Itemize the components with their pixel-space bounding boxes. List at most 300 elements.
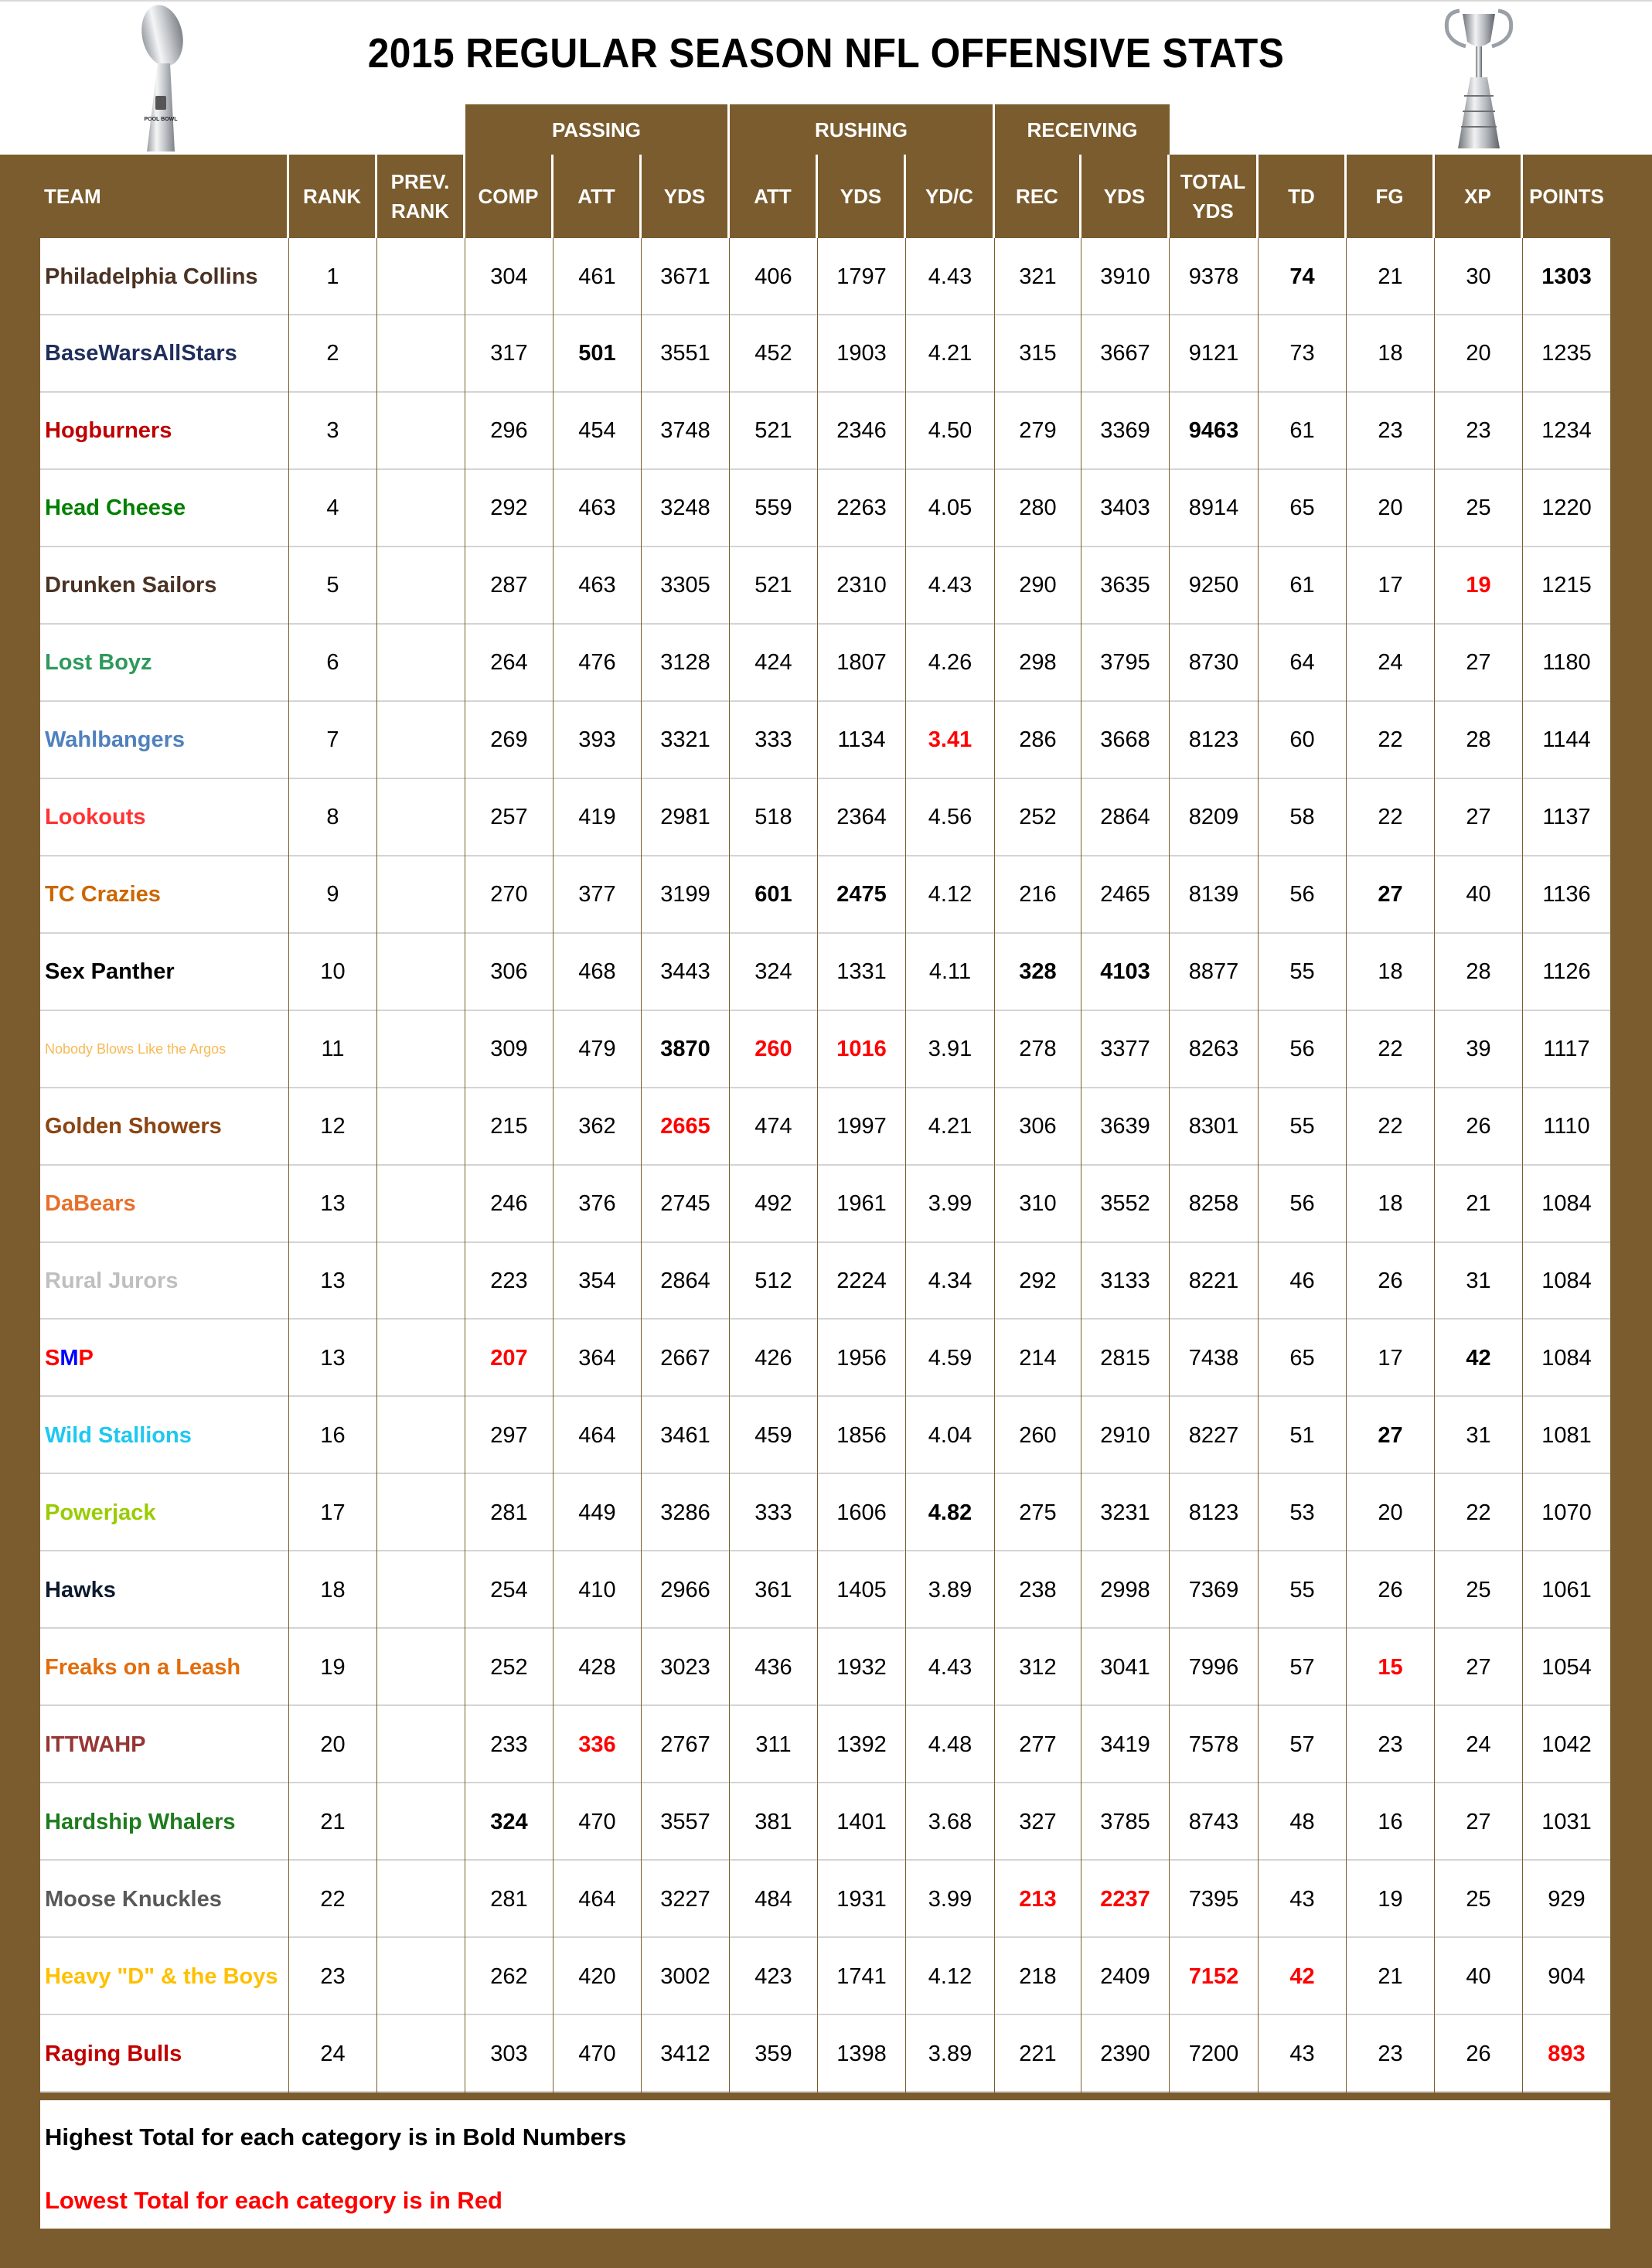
- stat-value: 257: [490, 805, 528, 830]
- stat-cell-total: [1170, 238, 1259, 315]
- stat-cell-recyds: [1081, 1166, 1170, 1243]
- stat-value: 1398: [836, 2041, 887, 2066]
- stat-value: 27: [1466, 805, 1491, 830]
- stat-cell-comp: [465, 702, 554, 779]
- stat-cell-att: [554, 856, 642, 934]
- stat-value: 26: [1466, 1114, 1491, 1139]
- table-row: [40, 779, 1610, 856]
- stat-cell-rank: [289, 1088, 377, 1166]
- team-name-letter: S: [45, 1345, 60, 1371]
- stat-cell-ydc: [906, 1166, 995, 1243]
- stat-value: 215: [490, 1114, 528, 1139]
- stat-cell-ydc: [906, 1783, 995, 1861]
- legend-bold-note: Highest Total for each category is in Bold Numbers: [45, 2123, 627, 2151]
- col-header-rush-yds: [818, 155, 906, 238]
- stat-cell-pyds: [642, 779, 730, 856]
- stat-cell-xp: [1435, 1166, 1523, 1243]
- stat-cell-points: [1523, 1629, 1610, 1706]
- stat-cell-total: [1170, 1320, 1259, 1397]
- stat-cell-ryds: [818, 470, 906, 547]
- stat-cell-ryds: [818, 1474, 906, 1551]
- stat-cell-fg: [1347, 1861, 1435, 1938]
- team-name: Nobody Blows Like the Argos: [45, 1041, 227, 1057]
- stat-value: 213: [1019, 1886, 1057, 1912]
- stat-value: 2864: [660, 1268, 710, 1293]
- team-name-cell: [40, 1088, 289, 1166]
- stat-value: 3133: [1100, 1268, 1150, 1293]
- stat-value: 8263: [1188, 1037, 1239, 1062]
- stat-cell-xp: [1435, 315, 1523, 393]
- stat-value: 286: [1019, 727, 1057, 753]
- stat-value: 1903: [836, 341, 887, 366]
- stat-cell-recyds: [1081, 1938, 1170, 2015]
- stat-cell-rank: [289, 625, 377, 702]
- stat-cell-points: [1523, 470, 1610, 547]
- stat-cell-ryds: [818, 1397, 906, 1474]
- table-row: [40, 1861, 1610, 1938]
- stat-cell-ratt: [730, 1861, 818, 1938]
- team-name-cell: [40, 1166, 289, 1243]
- team-name: Rural Jurors: [45, 1268, 179, 1293]
- stat-cell-pyds: [642, 1088, 730, 1166]
- stat-cell-comp: [465, 1783, 554, 1861]
- stat-value: 423: [754, 1963, 792, 1989]
- stat-cell-prev: [377, 547, 465, 625]
- stat-value: 3639: [1100, 1114, 1150, 1139]
- stat-cell-td: [1259, 1011, 1347, 1088]
- stat-cell-rank: [289, 1783, 377, 1861]
- stat-cell-rec: [995, 625, 1081, 702]
- stat-value: 1144: [1542, 727, 1591, 753]
- stat-cell-total: [1170, 1088, 1259, 1166]
- stat-cell-ryds: [818, 1861, 906, 1938]
- table-row: [40, 934, 1610, 1011]
- stat-cell-xp: [1435, 1938, 1523, 2015]
- stat-cell-ratt: [730, 1629, 818, 1706]
- stat-value: 8: [326, 805, 339, 830]
- stat-value: 8730: [1188, 650, 1239, 676]
- stat-cell-points: [1523, 547, 1610, 625]
- stat-value: 1856: [836, 1422, 887, 1448]
- stat-cell-td: [1259, 1242, 1347, 1320]
- stat-cell-ydc: [906, 1088, 995, 1166]
- stat-cell-ratt: [730, 1397, 818, 1474]
- stat-cell-pyds: [642, 547, 730, 625]
- stat-value: 252: [1019, 805, 1057, 830]
- stat-value: 9250: [1188, 573, 1239, 598]
- stat-value: 3748: [660, 418, 710, 444]
- stat-value: 2665: [660, 1114, 710, 1139]
- stat-cell-fg: [1347, 1011, 1435, 1088]
- stat-cell-pyds: [642, 856, 730, 934]
- stat-cell-total: [1170, 315, 1259, 393]
- stat-cell-rec: [995, 1861, 1081, 1938]
- stat-cell-total: [1170, 702, 1259, 779]
- stat-value: 521: [754, 418, 792, 444]
- stat-value: 3.99: [928, 1191, 972, 1217]
- stat-value: 303: [490, 2041, 528, 2066]
- table-row: [40, 393, 1610, 470]
- stat-cell-total: [1170, 1629, 1259, 1706]
- stat-value: 474: [754, 1114, 792, 1139]
- stat-cell-fg: [1347, 547, 1435, 625]
- stat-value: 3227: [660, 1886, 710, 1912]
- stat-cell-comp: [465, 1474, 554, 1551]
- stat-cell-fg: [1347, 625, 1435, 702]
- stat-cell-fg: [1347, 315, 1435, 393]
- team-name-cell: [40, 315, 289, 393]
- table-row: [40, 1551, 1610, 1629]
- stat-value: 7395: [1188, 1886, 1239, 1912]
- stat-cell-prev: [377, 2015, 465, 2093]
- stat-value: 3: [326, 418, 339, 444]
- col-header-team-label: TEAM: [44, 185, 101, 208]
- stat-value: 24: [1466, 1732, 1491, 1757]
- stat-value: 2745: [660, 1191, 710, 1217]
- table-row: [40, 470, 1610, 547]
- stat-value: 7438: [1188, 1345, 1239, 1371]
- stat-value: 2910: [1100, 1422, 1150, 1448]
- stat-cell-ratt: [730, 1088, 818, 1166]
- stat-cell-points: [1523, 1242, 1610, 1320]
- stat-value: 74: [1289, 264, 1315, 289]
- stat-cell-comp: [465, 1166, 554, 1243]
- stat-value: 311: [755, 1732, 792, 1757]
- stat-cell-att: [554, 934, 642, 1011]
- team-name-cell: [40, 1242, 289, 1320]
- stat-value: 24: [1378, 650, 1403, 676]
- stat-value: 43: [1289, 2041, 1315, 2066]
- stat-cell-comp: [465, 856, 554, 934]
- stat-cell-rank: [289, 1551, 377, 1629]
- stat-cell-comp: [465, 1861, 554, 1938]
- stat-cell-td: [1259, 1783, 1347, 1861]
- stat-cell-ratt: [730, 934, 818, 1011]
- team-name: Drunken Sailors: [45, 573, 217, 598]
- stat-value: 292: [490, 495, 528, 521]
- stat-value: 58: [1289, 805, 1315, 830]
- table-row: [40, 1088, 1610, 1166]
- stat-value: 22: [320, 1886, 346, 1912]
- stat-cell-att: [554, 470, 642, 547]
- stat-value: 65: [1289, 1345, 1315, 1371]
- stat-value: 57: [1289, 1732, 1315, 1757]
- stat-value: 55: [1289, 959, 1315, 985]
- stat-value: 207: [490, 1345, 528, 1371]
- stat-value: 278: [1019, 1037, 1057, 1062]
- stat-cell-total: [1170, 779, 1259, 856]
- team-name: DaBears: [45, 1191, 136, 1217]
- stat-value: 21: [1378, 1963, 1403, 1989]
- lombardi-trophy-icon: [124, 5, 193, 156]
- stat-cell-fg: [1347, 1397, 1435, 1474]
- stat-cell-td: [1259, 1088, 1347, 1166]
- stat-cell-points: [1523, 1397, 1610, 1474]
- stat-value: 3128: [660, 650, 710, 676]
- stat-cell-total: [1170, 1397, 1259, 1474]
- stat-cell-ratt: [730, 1242, 818, 1320]
- stat-value: 42: [1466, 1345, 1491, 1371]
- team-name: Raging Bulls: [45, 2041, 182, 2066]
- stat-value: 8743: [1188, 1809, 1239, 1834]
- stat-value: 1081: [1541, 1422, 1592, 1448]
- stat-cell-pyds: [642, 470, 730, 547]
- stat-cell-ratt: [730, 1474, 818, 1551]
- stat-cell-points: [1523, 779, 1610, 856]
- stat-value: 2767: [660, 1732, 710, 1757]
- stat-cell-ydc: [906, 470, 995, 547]
- stat-value: 26: [1378, 1268, 1403, 1293]
- stat-cell-comp: [465, 547, 554, 625]
- stat-value: 518: [754, 805, 792, 830]
- stat-value: 470: [578, 1809, 616, 1834]
- stat-cell-recyds: [1081, 1551, 1170, 1629]
- stat-value: 484: [754, 1886, 792, 1912]
- stat-value: 279: [1019, 418, 1057, 444]
- team-name: Golden Showers: [45, 1114, 222, 1139]
- stat-cell-prev: [377, 470, 465, 547]
- stat-cell-rec: [995, 547, 1081, 625]
- stat-value: 7578: [1188, 1732, 1239, 1757]
- stat-value: 3377: [1100, 1037, 1150, 1062]
- stat-cell-rec: [995, 1474, 1081, 1551]
- stat-cell-xp: [1435, 547, 1523, 625]
- stat-cell-rec: [995, 856, 1081, 934]
- stat-cell-points: [1523, 702, 1610, 779]
- stat-value: 6: [326, 650, 339, 676]
- stat-value: 479: [578, 1037, 616, 1062]
- stat-value: 40: [1466, 1963, 1491, 1989]
- stat-value: 1134: [837, 727, 886, 753]
- stat-cell-rank: [289, 547, 377, 625]
- team-name: Freaks on a Leash: [45, 1654, 241, 1680]
- stat-value: 64: [1289, 650, 1315, 676]
- stat-cell-td: [1259, 702, 1347, 779]
- team-name: Hawks: [45, 1577, 116, 1602]
- stat-value: 1961: [836, 1191, 887, 1217]
- stat-value: 428: [578, 1654, 616, 1680]
- stat-value: 2310: [836, 573, 887, 598]
- stat-cell-ryds: [818, 547, 906, 625]
- team-name: Moose Knuckles: [45, 1886, 222, 1912]
- stat-cell-fg: [1347, 1629, 1435, 1706]
- stat-value: 4.21: [928, 341, 972, 366]
- stat-cell-att: [554, 393, 642, 470]
- stat-cell-recyds: [1081, 779, 1170, 856]
- stat-value: 309: [490, 1037, 528, 1062]
- stat-value: 559: [754, 495, 792, 521]
- stat-cell-points: [1523, 1474, 1610, 1551]
- stat-cell-fg: [1347, 1242, 1435, 1320]
- stat-cell-comp: [465, 1242, 554, 1320]
- stat-cell-ryds: [818, 1242, 906, 1320]
- col-header-fg: [1347, 155, 1435, 238]
- stat-cell-points: [1523, 1551, 1610, 1629]
- stat-value: 4.43: [928, 1654, 972, 1680]
- stat-value: 436: [754, 1654, 792, 1680]
- stat-value: 21: [1466, 1191, 1491, 1217]
- stat-cell-pyds: [642, 1629, 730, 1706]
- stat-cell-pyds: [642, 1783, 730, 1861]
- stat-value: 4.59: [928, 1345, 972, 1371]
- stat-cell-xp: [1435, 1551, 1523, 1629]
- stat-cell-points: [1523, 1166, 1610, 1243]
- team-name: Lookouts: [45, 805, 146, 830]
- stat-value: 2224: [836, 1268, 887, 1293]
- stat-value: 262: [490, 1963, 528, 1989]
- stat-cell-total: [1170, 1551, 1259, 1629]
- stat-cell-rec: [995, 2015, 1081, 2093]
- stat-value: 238: [1019, 1577, 1057, 1602]
- stat-cell-total: [1170, 547, 1259, 625]
- stat-cell-recyds: [1081, 1011, 1170, 1088]
- legend-box: [40, 2100, 1610, 2229]
- col-header-total-yds-line2: YDS: [1192, 199, 1234, 223]
- stat-value: 1110: [1543, 1114, 1590, 1139]
- stat-cell-att: [554, 1088, 642, 1166]
- team-name: Hardship Whalers: [45, 1809, 236, 1834]
- stat-cell-td: [1259, 1397, 1347, 1474]
- stat-value: 2364: [836, 805, 887, 830]
- stat-cell-total: [1170, 1861, 1259, 1938]
- stat-cell-points: [1523, 625, 1610, 702]
- table-row: [40, 547, 1610, 625]
- stat-value: 8227: [1188, 1422, 1239, 1448]
- stat-cell-rank: [289, 1166, 377, 1243]
- stat-value: 27: [1466, 650, 1491, 676]
- stat-cell-ryds: [818, 1706, 906, 1783]
- stat-cell-recyds: [1081, 1397, 1170, 1474]
- stat-cell-ryds: [818, 1011, 906, 1088]
- col-header-pass-att: [554, 155, 642, 238]
- stat-cell-td: [1259, 1706, 1347, 1783]
- team-name-letter: M: [60, 1345, 79, 1371]
- stat-cell-att: [554, 1474, 642, 1551]
- team-name-cell: [40, 1783, 289, 1861]
- team-name: ITTWAHP: [45, 1732, 146, 1757]
- stat-cell-recyds: [1081, 625, 1170, 702]
- team-name: Wild Stallions: [45, 1422, 192, 1448]
- stat-cell-fg: [1347, 1551, 1435, 1629]
- stat-cell-ryds: [818, 2015, 906, 2093]
- stat-cell-pyds: [642, 1397, 730, 1474]
- stat-cell-td: [1259, 2015, 1347, 2093]
- stat-cell-ratt: [730, 238, 818, 315]
- stat-cell-rank: [289, 470, 377, 547]
- team-name: Heavy "D" & the Boys: [45, 1963, 278, 1989]
- stat-value: 2667: [660, 1345, 710, 1371]
- stat-cell-ratt: [730, 779, 818, 856]
- stat-cell-total: [1170, 1242, 1259, 1320]
- stat-value: 3557: [660, 1809, 710, 1834]
- stat-value: 312: [1019, 1654, 1057, 1680]
- stat-cell-xp: [1435, 702, 1523, 779]
- stat-cell-comp: [465, 2015, 554, 2093]
- stat-value: 3635: [1100, 573, 1150, 598]
- team-name-cell: [40, 1629, 289, 1706]
- stat-value: 1392: [836, 1732, 887, 1757]
- stat-value: 24: [320, 2041, 346, 2066]
- stat-value: 1: [326, 264, 339, 289]
- stat-cell-rec: [995, 1011, 1081, 1088]
- stat-cell-recyds: [1081, 1474, 1170, 1551]
- stat-cell-ydc: [906, 238, 995, 315]
- stat-value: 22: [1378, 1114, 1403, 1139]
- stat-cell-xp: [1435, 393, 1523, 470]
- stat-cell-fg: [1347, 856, 1435, 934]
- stat-value: 281: [490, 1886, 528, 1912]
- table-row: [40, 315, 1610, 393]
- stat-value: 1741: [836, 1963, 887, 1989]
- stat-value: 364: [578, 1345, 616, 1371]
- stat-value: 4103: [1100, 959, 1150, 985]
- stat-value: 9378: [1188, 264, 1239, 289]
- stat-cell-pyds: [642, 1474, 730, 1551]
- stat-value: 324: [490, 1809, 528, 1834]
- stat-value: 3.89: [928, 2041, 972, 2066]
- stat-cell-fg: [1347, 470, 1435, 547]
- stat-value: 601: [754, 882, 792, 908]
- stat-value: 4.34: [928, 1268, 972, 1293]
- stat-cell-rank: [289, 1629, 377, 1706]
- stat-cell-att: [554, 1861, 642, 1938]
- stat-value: 25: [1466, 495, 1491, 521]
- stat-value: 51: [1289, 1422, 1315, 1448]
- stat-cell-comp: [465, 1320, 554, 1397]
- stat-value: 3.41: [928, 727, 972, 753]
- stat-value: 46: [1289, 1268, 1315, 1293]
- stat-value: 4.05: [928, 495, 972, 521]
- stat-cell-rank: [289, 1706, 377, 1783]
- stat-cell-pyds: [642, 1242, 730, 1320]
- stat-value: 512: [754, 1268, 792, 1293]
- stat-cell-ratt: [730, 1166, 818, 1243]
- stat-value: 3305: [660, 573, 710, 598]
- stat-value: 296: [490, 418, 528, 444]
- stat-cell-recyds: [1081, 1783, 1170, 1861]
- stat-value: 53: [1289, 1500, 1315, 1525]
- stat-value: 3667: [1100, 341, 1150, 366]
- stat-cell-points: [1523, 1320, 1610, 1397]
- stat-cell-comp: [465, 1938, 554, 2015]
- stat-value: 18: [1378, 341, 1403, 366]
- stat-cell-ydc: [906, 1011, 995, 1088]
- stat-cell-rank: [289, 1861, 377, 1938]
- col-header-points: [1523, 155, 1610, 238]
- stat-cell-recyds: [1081, 1706, 1170, 1783]
- stat-cell-recyds: [1081, 702, 1170, 779]
- team-name-cell: [40, 779, 289, 856]
- stat-value: 55: [1289, 1114, 1315, 1139]
- stat-value: 3369: [1100, 418, 1150, 444]
- stat-cell-xp: [1435, 934, 1523, 1011]
- stat-cell-ydc: [906, 1397, 995, 1474]
- stat-value: 16: [1378, 1809, 1403, 1834]
- stat-cell-rec: [995, 934, 1081, 1011]
- stat-value: 468: [578, 959, 616, 985]
- stat-cell-fg: [1347, 1938, 1435, 2015]
- stat-cell-ydc: [906, 856, 995, 934]
- col-header-team: [40, 155, 289, 238]
- group-header-passing: PASSING: [465, 104, 730, 155]
- svg-text:POOL BOWL: POOL BOWL: [144, 117, 178, 122]
- stat-value: 5: [326, 573, 339, 598]
- stat-value: 214: [1019, 1345, 1057, 1371]
- stat-cell-td: [1259, 315, 1347, 393]
- stat-value: 298: [1019, 650, 1057, 676]
- stat-cell-rank: [289, 2015, 377, 2093]
- stat-value: 13: [320, 1191, 346, 1217]
